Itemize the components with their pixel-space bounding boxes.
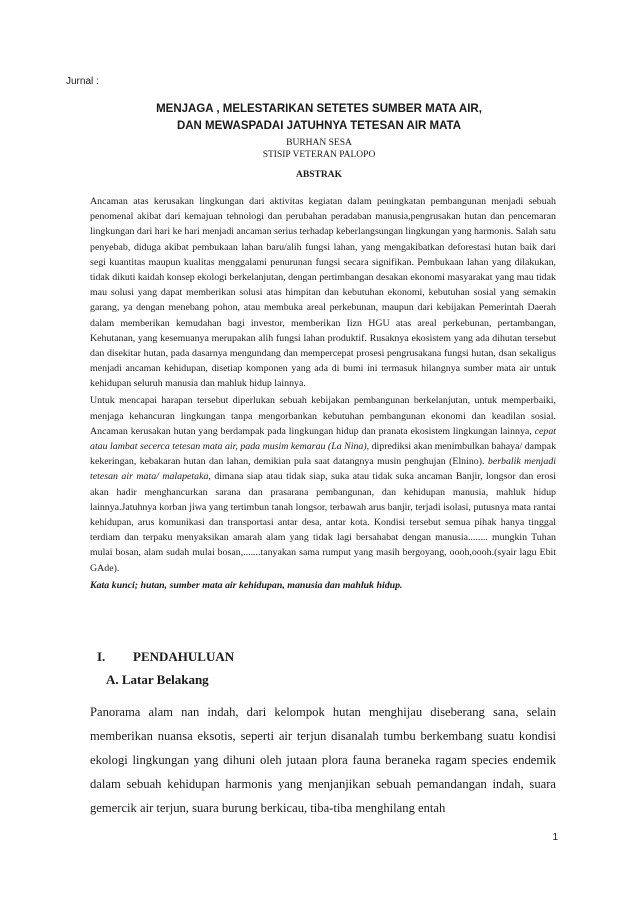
body-paragraph: Panorama alam nan indah, dari kelompok hutan menghijau diseberang sana, selain memberikan nuansa eksotis, seperti air terjun disanalah tumbu berkembang suatu kondisi ekologi lingkungan yang dihuni oleh jutaan plora fauna beraneka ragam species endemik dalam sebuah kehidupan harmonis yang menjanjikan sebuah pemandangan indah, suara gemercik air terjun, suara burung berkicau, tiba-tiba menghilang entah [90,705,556,815]
subsection-heading: A. Latar Belakang [106,672,209,687]
journal-label: Jurnal : [66,76,99,87]
paper-title-line2: DAN MEWASPADAI JATUHNYA TETESAN AIR MATA [176,120,462,132]
abstract-paragraph-1: Ancaman atas kerusakan lingkungan dari aktivitas kegiatan dalam peningkatan pembangunan menjadi sebuah penomenal akibat dari kemajuan tehnologi dan perubahan peradaban manusia,pengrusakan hutan dan pencemaran lingkungan dari hari ke hari menjadi ancaman serius terhadap keberlangsungan lingkungan yang harmonis. Salah satu penyebab, diduga akibat pembukaan lahan baru/alih fungsi lahan, yang mengakibatkan deforestasi hutan baik dari segi kuantitas maupun kualitas menggalami penurunan fungsi secara signifikan. Pembukaan lahan yang dilakukan, tidak dikuti kaidah konsep ekologi berkelanjutan, dengan pertimbangan desakan ekonomi masyarakat yang mau tidak mau solusi yang dapat memberikan solusi atas himpitan dan kebutuhan ekonomi, kebutuhan sosial yang semakin garang, ya dengan menebang pohon, atau membuka areal perkebunan, maupun dari kebijakan Pemerintah Daerah dalam memberikan kemudahan bagi investor, memberikan Iizn HGU atas areal perkebunan, pertambangan, Kehutanan, yang kesemuanya merupakan alih fungsi lahan produktif. Rusaknya ekosistem yang ada dihutan tersebut dan disekitar hutan, pada dasarnya mengundang dan mempercepat prosesi pengrusakana fungsi hutan, dsan sekaligus menjadi ancaman kehidupan, disetiap komponen yang ada di bumi ini termasuk hilangnya sumber mata air untuk kehidupan seluruh manusia dan mahluk hidup lainnya. [90,196,556,390]
abstract-block [90,194,556,595]
abstract-p2-italic-1: cepat atau lambat secerca tetesan mata air, pada musim kemarau (La Nina), [90,425,556,453]
abstract-p2-text-a: Untuk mencapai harapan tersebut diperlukan sebuah kebijakan pembangunan berkelanjutan, untuk memperbaiki, menjaga kehancuran lingkungan tanpa mengorbankan kebutuhan pembangunan ekonomi dan keadilan sosial. Ancaman kerusakan hutan yang berdampak pada lingkungan hidup dan pranata ekosistem lingkungan lainnya, [90,395,556,437]
abstract-p2-italic-2: berbalik menjadi tetesan air mata/ malapetaka, [90,456,556,483]
abstract-heading: ABSTRAK [296,170,342,180]
author-name: BURHAN SESA [286,138,352,148]
section-title: PENDAHULUAN [133,649,235,664]
author-institution: STISIP VETERAN PALOPO [262,150,376,160]
body-text [90,700,556,820]
abstract-p2-text-b: diprediksi akan menimbulkan bahaya/ dampak kekeringan, kebakaran hutan dan lahan, demikian pula saat datangnya musin penghujan (Elnino). [90,441,557,468]
abstract-p2-text-c: dimana siap atau tidak siap, suka atau tidak suka ancaman Banjir, longsor dan erosi akan hadir menghancurkan sarana dan prasarana pembangunan, dan kehidupan manusia, mahluk hidup lainnya.Jatuhnya korban jiwa yang tertimbun tanah longsor, terbawah arus banjir, terjadi isolasi, putusnya mata rantai kehidupan, arus komunikasi dan transportasi antar desa, antar kota. Kondisi tersebut semua pihak hanya tinggal terdiam dan terpaku menyaksikan amarah alam yang tidak lagi bersahabat dengan manusia........ mungkin Tuhan mulai bosan, alam sudah mulai bosan,.......tanyakan sama rumput yang masih bergoyang, oooh,oooh.(syair lagu Ebit GAde). [90,471,556,574]
section-heading [97,649,234,665]
page-number: 1 [552,832,558,843]
keywords: Kata kunci; hutan, sumber mata air kehidupan, manusia dan mahluk hidup. [90,579,403,591]
section-number: I. [97,649,106,664]
paper-title-line1: MENJAGA , MELESTARIKAN SETETES SUMBER MATA AIR, [156,103,482,115]
abstract-paragraph-2 [90,393,556,575]
